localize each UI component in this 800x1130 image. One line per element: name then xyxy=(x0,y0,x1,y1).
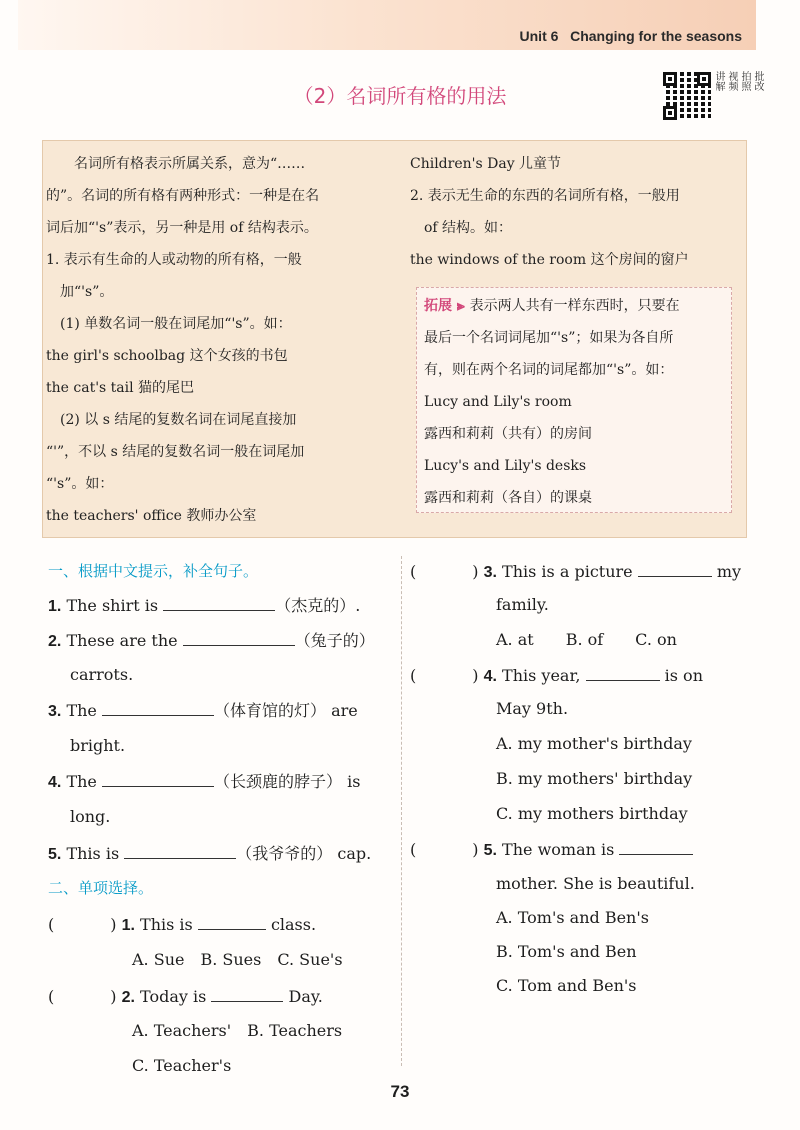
fill-question-5 xyxy=(48,843,371,865)
tip-tag: 拓展 xyxy=(424,298,452,314)
question-number: 5. xyxy=(483,842,497,859)
question-text: The woman is xyxy=(502,840,615,859)
question-text: are xyxy=(326,701,358,720)
question-text: Day. xyxy=(288,987,323,1006)
question-text: . xyxy=(355,596,361,615)
answer-paren: ( xyxy=(48,915,55,934)
unit-title xyxy=(520,28,742,44)
answer-paren: ( xyxy=(410,562,417,581)
hint-text: （体育馆的灯） xyxy=(213,701,326,720)
hint-text: （杰克的） xyxy=(275,596,356,615)
choice-option: A. Tom's and Ben's xyxy=(496,908,649,927)
question-number: 1. xyxy=(121,917,135,934)
question-number: 5. xyxy=(48,846,62,863)
tip-line: 有，则在两个名词的词尾都加“'s”。如： xyxy=(424,362,674,378)
answer-blank[interactable] xyxy=(183,630,295,646)
tip-line: 露西和莉莉（各自）的课桌 xyxy=(424,490,592,506)
question-number: 3. xyxy=(48,703,62,720)
choice-question-4 xyxy=(410,665,703,687)
answer-blank[interactable] xyxy=(211,986,283,1002)
tip-line: Lucy's and Lily's desks xyxy=(424,458,587,474)
note-line: 词后加“'s”表示，另一种是用 of 结构表示。 xyxy=(46,220,318,236)
note-line: Children's Day 儿童节 xyxy=(410,156,562,172)
answer-blank[interactable] xyxy=(102,771,214,787)
note-line: 1. 表示有生命的人或动物的所有格，一般 xyxy=(46,252,302,268)
choice-option: C. Teacher's xyxy=(132,1056,232,1075)
question-text: This year, xyxy=(502,666,581,685)
page-number: 73 xyxy=(390,1082,410,1101)
question-continuation: bright. xyxy=(70,736,126,755)
unit-name: Changing for the seasons xyxy=(570,28,742,44)
answer-paren: ) xyxy=(110,987,117,1006)
question-text: is xyxy=(342,772,361,791)
answer-blank[interactable] xyxy=(124,843,236,859)
choice-question-5 xyxy=(410,839,693,861)
note-line: (2) 以 s 结尾的复数名词在词尾直接加 xyxy=(46,412,297,428)
grammar-note-left xyxy=(46,148,391,532)
choice-option: C. my mothers birthday xyxy=(496,804,688,823)
note-line: “'s”。如： xyxy=(46,476,114,492)
note-line: the cat's tail 猫的尾巴 xyxy=(46,380,195,396)
question-text: The xyxy=(66,701,97,720)
choice-question-2 xyxy=(48,986,323,1008)
fill-question-3 xyxy=(48,700,358,722)
column-divider xyxy=(401,556,402,1066)
note-line: the windows of the room 这个房间的窗户 xyxy=(410,252,689,268)
note-line: of 结构。如： xyxy=(410,220,513,236)
note-line: the teachers' office 教师办公室 xyxy=(46,508,257,524)
tip-line: 表示两人共有一样东西时，只要在 xyxy=(469,298,680,314)
answer-paren: ) xyxy=(472,666,479,685)
unit-label: Unit 6 xyxy=(519,28,559,44)
question-text: This is xyxy=(140,915,193,934)
choice-options: A. at B. of C. on xyxy=(496,630,677,649)
tip-line: Lucy and Lily's room xyxy=(424,394,572,410)
tip-line: 最后一个名词词尾加“'s”；如果为各自所 xyxy=(424,330,674,346)
question-text: Today is xyxy=(140,987,207,1006)
note-line: “'”，不以 s 结尾的复数名词一般在词尾加 xyxy=(46,444,305,460)
answer-blank[interactable] xyxy=(638,561,712,577)
answer-paren: ) xyxy=(472,562,479,581)
extension-tip xyxy=(424,290,729,514)
question-number: 3. xyxy=(483,564,497,581)
hint-text: （兔子的） xyxy=(294,631,375,650)
choice-options: A. Teachers' B. Teachers xyxy=(132,1021,343,1040)
answer-paren: ( xyxy=(410,666,417,685)
question-text: class. xyxy=(270,915,317,934)
qr-caption-text: 批改 xyxy=(752,71,763,91)
question-text: The xyxy=(66,772,97,791)
choice-option: A. my mother's birthday xyxy=(496,734,692,753)
question-number: 2. xyxy=(121,989,135,1006)
choice-question-1 xyxy=(48,914,316,936)
question-continuation: May 9th. xyxy=(496,699,569,718)
hint-text: （长颈鹿的脖子） xyxy=(213,772,342,791)
question-text: cap. xyxy=(332,844,372,863)
question-text: This is a picture xyxy=(502,562,633,581)
choice-option: B. Tom's and Ben xyxy=(496,942,637,961)
answer-blank[interactable] xyxy=(586,665,660,681)
question-continuation: mother. She is beautiful. xyxy=(496,874,695,893)
question-text: These are the xyxy=(66,631,178,650)
question-number: 4. xyxy=(483,668,497,685)
choice-option: C. Tom and Ben's xyxy=(496,976,637,995)
note-line: 2. 表示无生命的东西的名词所有格，一般用 xyxy=(410,188,680,204)
choice-options: A. Sue B. Sues C. Sue's xyxy=(132,950,343,969)
note-line: the girl's schoolbag 这个女孩的书包 xyxy=(46,348,288,364)
qr-caption-text: 拍照 xyxy=(739,71,750,91)
tip-line: 露西和莉莉（共有）的房间 xyxy=(424,426,592,442)
question-text: This is xyxy=(66,844,120,863)
question-number: 2. xyxy=(48,633,62,650)
question-number: 1. xyxy=(48,598,62,615)
answer-blank[interactable] xyxy=(102,700,214,716)
note-line xyxy=(424,290,729,322)
question-continuation: carrots. xyxy=(70,665,134,684)
answer-blank[interactable] xyxy=(163,595,275,611)
fill-question-2 xyxy=(48,630,375,652)
question-text: The shirt is xyxy=(66,596,159,615)
grammar-note-right xyxy=(410,148,740,276)
choice-option: B. my mothers' birthday xyxy=(496,769,693,788)
question-continuation: long. xyxy=(70,807,111,826)
section-title: （2）名词所有格的用法 xyxy=(293,84,507,108)
fill-question-1 xyxy=(48,595,360,617)
answer-paren: ) xyxy=(472,840,479,859)
note-line: 的”。名词的所有格有两种形式：一种是在名 xyxy=(46,188,320,204)
note-line: 名词所有格表示所属关系，意为“…… xyxy=(46,156,306,172)
question-text: my xyxy=(716,562,742,581)
note-line: 加“'s”。 xyxy=(46,284,114,300)
note-line: (1) 单数名词一般在词尾加“'s”。如： xyxy=(46,316,292,332)
fill-question-4 xyxy=(48,771,360,793)
answer-paren: ( xyxy=(48,987,55,1006)
question-continuation: family. xyxy=(496,595,549,614)
answer-paren: ( xyxy=(410,840,417,859)
choice-question-3 xyxy=(410,561,741,583)
question-number: 4. xyxy=(48,774,62,791)
part2-heading: 二、单项选择。 xyxy=(48,879,154,897)
question-text: is on xyxy=(664,666,703,685)
tip-arrow-icon: ⫸ xyxy=(452,298,470,314)
qr-caption-text: 讲解 xyxy=(713,71,724,91)
part1-heading: 一、根据中文提示，补全句子。 xyxy=(48,562,259,580)
answer-paren: ) xyxy=(110,915,117,934)
hint-text: （我爷爷的） xyxy=(236,844,333,863)
answer-blank[interactable] xyxy=(619,839,693,855)
answer-blank[interactable] xyxy=(198,914,266,930)
qr-caption-text: 视频 xyxy=(726,71,737,91)
